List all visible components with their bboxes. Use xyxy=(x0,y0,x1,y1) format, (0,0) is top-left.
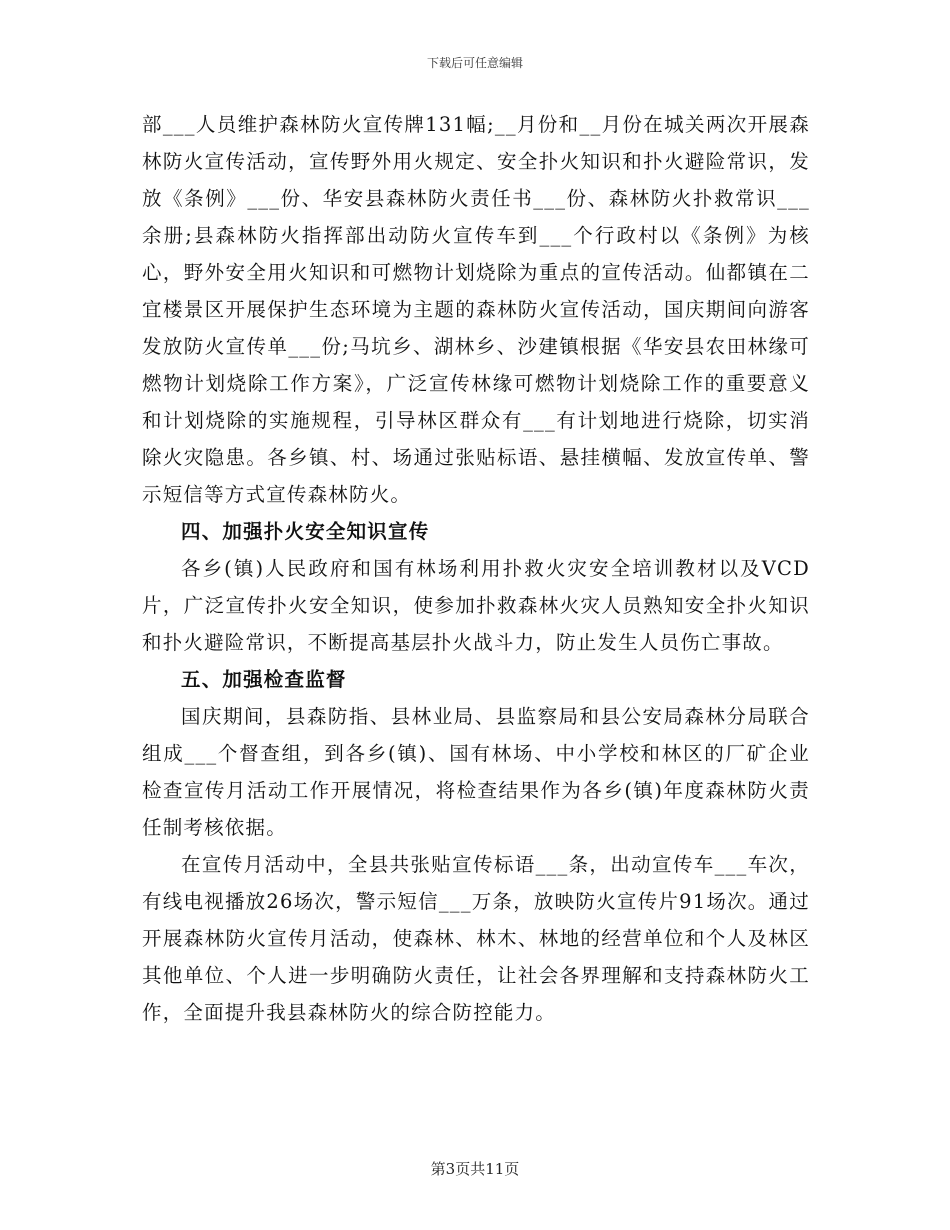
page-number: 第3页共11页 xyxy=(430,1160,520,1178)
section-heading-4: 四、加强扑火安全知识宣传 xyxy=(181,520,430,543)
paragraph-continued: 部___人员维护森林防火宣传牌131幅;__月份和__月份在城关两次开展森林防火宣传活动，宣传野外用火规定、安全扑火知识和扑火避险常识，发放《条例》___份、华安县森林防火责任书___份、森林防火扑救常识___余册;县森林防火指挥部出动防火宣传车到___个行政村以《条例》为核心，野外安全用火知识和可燃物计划烧除为重点的宣传活动。仙都镇在二宜楼景区开展保护生态环境为主题的森林防火宣传活动，国庆期间向游客发放防火宣传单___份;马坑乡、湖林乡、沙建镇根据《华安县农田林缘可燃物计划烧除工作方案》，广泛宣传林缘可燃物计划烧除工作的重要意义和计划烧除的实施规程，引导林区群众有___有计划地进行烧除，切实消除火灾隐患。各乡镇、村、场通过张贴标语、悬挂横幅、发放宣传单、警示短信等方式宣传森林防火。 xyxy=(142,113,810,506)
page-header: 下载后可任意编辑 xyxy=(426,56,523,70)
paragraph-summary: 在宣传月活动中，全县共张贴宣传标语___条，出动宣传车___车次，有线电视播放26场次，警示短信___万条，放映防火宣传片91场次。通过开展森林防火宣传月活动，使森林、林木、林地的经营单位和个人及林区其他单位、个人进一步明确防火责任，让社会各界理解和支持森林防火工作，全面提升我县森林防火的综合防控能力。 xyxy=(142,853,810,1024)
section-heading-5: 五、加强检查监督 xyxy=(181,668,347,691)
document-body xyxy=(142,106,810,1031)
paragraph-safety-knowledge: 各乡(镇)人民政府和国有林场利用扑救火灾安全培训教材以及VCD片，广泛宣传扑火安全知识，使参加扑救森林火灾人员熟知安全扑火知识和扑火避险常识，不断提高基层扑火战斗力，防止发生人员伤亡事故。 xyxy=(142,557,810,654)
paragraph-inspection: 国庆期间，县森防指、县林业局、县监察局和县公安局森林分局联合组成___个督查组，到各乡(镇)、国有林场、中小学校和林区的厂矿企业检查宣传月活动工作开展情况，将检查结果作为各乡(镇)年度森林防火责任制考核依据。 xyxy=(142,705,810,839)
